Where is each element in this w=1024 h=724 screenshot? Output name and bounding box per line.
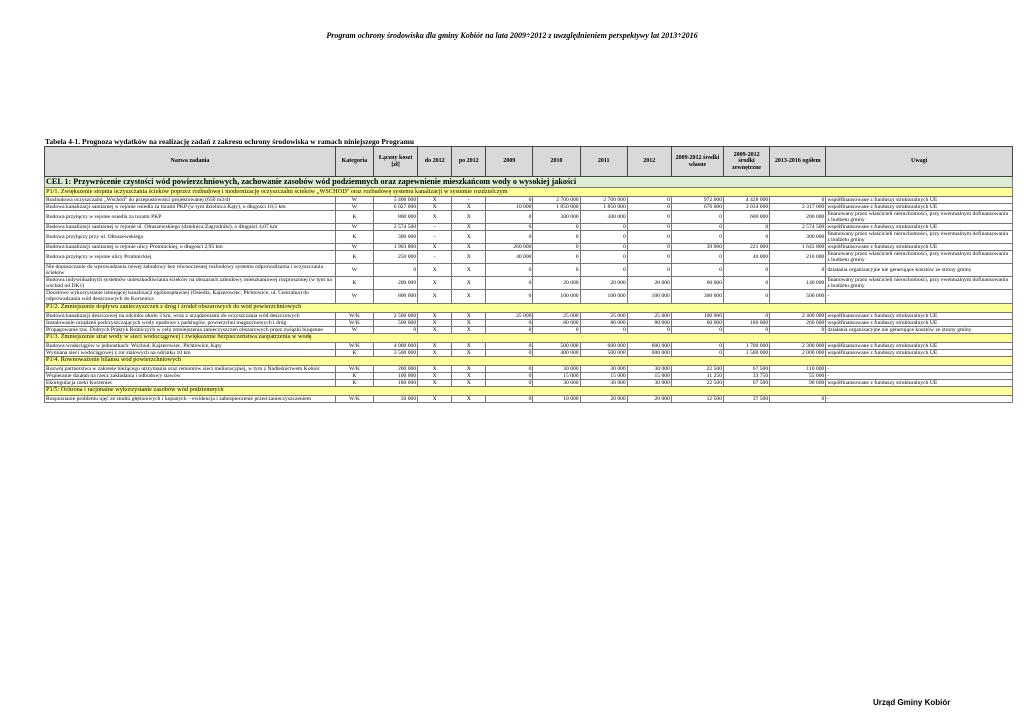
external-funds-cell: 600 000 [724,211,770,224]
total-2013-2016-cell: 500 000 [770,290,826,303]
total-2013-2016-cell: 2 317 000 [770,204,826,211]
table-caption: Tabela 4-1. Prognoza wydatków na realizację zadań z zakresu ochrony środowiska w ramach niniejszego Programu [45,137,415,146]
after-2012-cell: X [452,312,486,319]
own-funds-cell: 22 500 [671,365,723,372]
year-2012-cell: 30 000 [627,379,671,386]
category-cell: K [335,372,373,379]
goal-row [45,177,1013,188]
column-header: Kategoria [335,147,373,177]
year-2009-cell: 25 000 [486,312,533,319]
year-2009-cell: 0 [486,372,533,379]
total-2013-2016-cell: 0 [770,395,826,402]
until-2012-cell: X [418,211,452,224]
after-2012-cell: X [452,319,486,326]
total-cost-cell: 5 400 000 [374,197,418,204]
until-2012-cell: X [418,264,452,277]
category-cell: W [335,326,373,333]
year-2011-cell: 0 [580,224,627,231]
total-cost-cell: 300 000 [374,231,418,244]
total-2013-2016-cell: 90 000 [770,379,826,386]
own-funds-cell: 0 [671,211,723,224]
after-2012-cell: X [452,395,486,402]
after-2012-cell: X [452,244,486,251]
category-cell: W/K [335,342,373,349]
own-funds-cell: 0 [671,326,723,333]
column-header: Uwagi [826,147,1013,177]
year-2012-cell: 80 000 [627,319,671,326]
notes-cell: współfinansowane z funduszy strukturalnych UE [826,224,1013,231]
task-name-cell: Budowa kanalizacji deszczowej na odcinku około 3 km, wraz z urządzeniami do oczyszczania wód deszczowych [45,312,336,319]
subgoal-title: P1/3. Zmniejszenie strat wody w sieci wodociągowej i zwiększenie bezpieczeństwa zaopatrzenia w wodę [45,333,1013,342]
year-2012-cell: 0 [627,326,671,333]
notes-cell: współfinansowane z funduszy strukturalnych UE [826,349,1013,356]
year-2012-cell: 100 000 [627,290,671,303]
after-2012-cell: X [452,342,486,349]
task-name-cell: Wspieranie działań na rzecz zakładania i odbudowy stawów [45,372,336,379]
year-2010-cell: 100 000 [533,290,580,303]
table-row [45,244,1013,251]
total-cost-cell: 0 [374,326,418,333]
column-header: 2009-2012 środki własne [671,147,723,177]
total-cost-cell: 500 000 [374,319,418,326]
year-2009-cell: 0 [486,319,533,326]
year-2011-cell: 300 000 [580,211,627,224]
total-cost-cell: 100 000 [374,372,418,379]
column-header: 2009-2012 środki zewnętrzne [724,147,770,177]
until-2012-cell: X [418,277,452,290]
subgoal-title: P1/2. Zmniejszenie dopływu zanieczyszczeń z dróg i źródeł obszarowych do wód powierzchniowych [45,303,1013,312]
year-2009-cell: 0 [486,342,533,349]
total-2013-2016-cell: 300 000 [770,231,826,244]
total-2013-2016-cell: 2 000 000 [770,349,826,356]
total-cost-cell: 200 000 [374,277,418,290]
year-2010-cell: 0 [533,244,580,251]
external-funds-cell: 0 [724,277,770,290]
table-row [45,395,1013,402]
year-2012-cell: 0 [627,244,671,251]
column-header: 2009 [486,147,533,177]
year-2010-cell: 25 000 [533,312,580,319]
year-2009-cell: 260 000 [486,244,533,251]
own-funds-cell: 676 000 [671,204,723,211]
task-name-cell: Budowa przyłączy przy ul. Ołtuszewskiego [45,231,336,244]
category-cell: W/K [335,312,373,319]
header-row [45,147,1013,177]
table-row [45,365,1013,372]
category-cell: W [335,244,373,251]
external-funds-cell: 1 700 000 [724,342,770,349]
table-row [45,231,1013,244]
total-2013-2016-cell: 140 000 [770,277,826,290]
category-cell: K [335,231,373,244]
after-2012-cell: X [452,365,486,372]
own-funds-cell: 0 [671,349,723,356]
task-name-cell: Budowa przyłączy w rejonie ulicy Promnickiej [45,251,336,264]
year-2012-cell: 0 [627,231,671,244]
year-2011-cell: 30 000 [580,365,627,372]
year-2011-cell: 2 700 000 [580,197,627,204]
category-cell: W [335,204,373,211]
year-2011-cell: 25 000 [580,312,627,319]
year-2012-cell: 0 [627,224,671,231]
notes-cell: działania organizacyjne nie generujące kosztów ze strony gminy [826,264,1013,277]
total-cost-cell: 0 [374,264,418,277]
year-2010-cell: 500 000 [533,342,580,349]
year-2009-cell: 0 [486,326,533,333]
external-funds-cell: 33 750 [724,372,770,379]
until-2012-cell: X [418,244,452,251]
own-funds-cell: 0 [671,231,723,244]
until-2012-cell: X [418,290,452,303]
category-cell: W [335,224,373,231]
task-name-cell: Budowa kanalizacji sanitarnej w rejonie ulicy Promnickiej, o długości 2,95 km [45,244,336,251]
year-2009-cell: 40 000 [486,251,533,264]
task-name-cell: Wymiana sieci wodociągowej z rur stalowych na odcinku 10 km [45,349,336,356]
total-cost-cell: 2 574 500 [374,224,418,231]
subgoal-title: P1/1. Zwiększenie stopnia oczyszczania ścieków poprzez rozbudowę i modernizację oczyszczalni ścieków „WSCHÓD" oraz rozbudowę systemu kanalizacji w systemie rozdzielczym [45,188,1013,197]
year-2011-cell: 0 [580,264,627,277]
notes-cell: współfinansowane z funduszy strukturalnych UE [826,342,1013,349]
year-2010-cell: 300 000 [533,211,580,224]
external-funds-cell: 221 000 [724,244,770,251]
column-header: 2013-2016 ogółem [770,147,826,177]
total-2013-2016-cell: 1 643 800 [770,244,826,251]
year-2011-cell: 20 000 [580,277,627,290]
year-2012-cell: 600 000 [627,342,671,349]
after-2012-cell: X [452,204,486,211]
subgoal-row [45,333,1013,342]
category-cell: W/K [335,395,373,402]
column-header: Nazwa zadania [45,147,336,177]
total-cost-cell: 800 000 [374,290,418,303]
category-cell: W/K [335,319,373,326]
until-2012-cell: X [418,395,452,402]
category-cell: W [335,290,373,303]
task-name-cell: Budowa przyłączy w rejonie osiedla za torami PKP [45,211,336,224]
notes-cell: współfinansowane z funduszy strukturalnych UE [826,312,1013,319]
own-funds-cell: 22 500 [671,379,723,386]
year-2009-cell: 0 [486,379,533,386]
year-2012-cell: 0 [627,251,671,264]
after-2012-cell: X [452,326,486,333]
external-funds-cell: 37 500 [724,395,770,402]
year-2011-cell: 100 000 [580,290,627,303]
subgoal-row [45,303,1013,312]
total-cost-cell: 180 000 [374,379,418,386]
notes-cell: finanowany przez właścicieli nieruchomości, przy ewentualnym dofinansowaniu z budżetu gminy [826,211,1013,224]
notes-cell: finanowany przez właścicieli nieruchomości, przy ewentualnym dofinansowaniu z budżetu gminy [826,231,1013,244]
external-funds-cell: 0 [724,290,770,303]
until-2012-cell: X [418,349,452,356]
own-funds-cell: 0 [671,251,723,264]
after-2012-cell: X [452,264,486,277]
year-2012-cell: 0 [627,197,671,204]
year-2009-cell: 10 000 [486,204,533,211]
external-funds-cell: 0 [724,326,770,333]
year-2011-cell: 1 850 000 [580,204,627,211]
year-2009-cell: 0 [486,349,533,356]
notes-cell: współfinansowane z funduszy strukturalnych UE [826,204,1013,211]
category-cell: K [335,349,373,356]
year-2009-cell: 0 [486,224,533,231]
table-row [45,204,1013,211]
year-2012-cell: 30 000 [627,365,671,372]
total-2013-2016-cell: 2 574 500 [770,224,826,231]
year-2010-cell: 0 [533,264,580,277]
until-2012-cell: X [418,342,452,349]
year-2010-cell: 2 700 000 [533,197,580,204]
notes-cell: finanowany przez właścicieli nieruchomości, przy ewentualnym dofinansowaniu z budżetu gminy [826,251,1013,264]
table-row [45,264,1013,277]
year-2011-cell: 600 000 [580,342,627,349]
page-header: Program ochrony środowiska dla gminy Kobiór na lata 2009÷2012 z uwzględnieniem perspektywy lat 2013÷2016 [326,31,698,40]
column-header: 2012 [627,147,671,177]
total-cost-cell: 200 000 [374,365,418,372]
year-2010-cell: 80 000 [533,319,580,326]
after-2012-cell: X [452,211,486,224]
total-2013-2016-cell: 260 000 [770,319,826,326]
own-funds-cell: 100 000 [671,312,723,319]
table-row [45,277,1013,290]
column-header: 2010 [533,147,580,177]
external-funds-cell: 67 500 [724,365,770,372]
year-2011-cell: 0 [580,251,627,264]
total-2013-2016-cell: 0 [770,264,826,277]
after-2012-cell: X [452,290,486,303]
table-row [45,211,1013,224]
year-2011-cell: 500 000 [580,349,627,356]
year-2011-cell: 20 000 [580,395,627,402]
subgoal-row [45,188,1013,197]
total-2013-2016-cell: 0 [770,197,826,204]
external-funds-cell: 0 [724,224,770,231]
external-funds-cell: 180 000 [724,319,770,326]
category-cell: K [335,379,373,386]
year-2011-cell: 80 000 [580,319,627,326]
own-funds-cell: 0 [671,224,723,231]
total-cost-cell: 4 000 000 [374,342,418,349]
subgoal-row [45,356,1013,365]
year-2009-cell: 0 [486,231,533,244]
table-row [45,372,1013,379]
year-2010-cell: 0 [533,251,580,264]
external-funds-cell: 0 [724,312,770,319]
total-2013-2016-cell: 110 000 [770,365,826,372]
own-funds-cell: 0 [671,342,723,349]
year-2010-cell: 10 000 [533,395,580,402]
own-funds-cell: 12 500 [671,395,723,402]
after-2012-cell: X [452,231,486,244]
table-row [45,349,1013,356]
notes-cell: współfinansowane z funduszy strukturalnych UE [826,379,1013,386]
table-row [45,379,1013,386]
year-2011-cell: 0 [580,326,627,333]
after-2012-cell: X [452,372,486,379]
until-2012-cell: X [418,372,452,379]
notes-cell: współfinansowane z funduszy strukturalnych UE [826,197,1013,204]
year-2012-cell: 600 000 [627,349,671,356]
total-cost-cell: 1 903 800 [374,244,418,251]
column-header: Łączny koszt [zł] [374,147,418,177]
own-funds-cell: 11 250 [671,372,723,379]
notes-cell: działania organizacyjne nie generujące kosztów ze strony gminy [826,326,1013,333]
year-2012-cell: 25 000 [627,312,671,319]
total-cost-cell: 250 000 [374,251,418,264]
own-funds-cell: 300 000 [671,290,723,303]
year-2009-cell: 0 [486,211,533,224]
year-2010-cell: 0 [533,231,580,244]
total-cost-cell: 50 000 [374,395,418,402]
table-header [45,147,1013,177]
after-2012-cell: - [452,197,486,204]
task-name-cell: Rozpoznanie problemu ujęć ze studni głębinowych i kopanych – ewidencja i zabezpieczenie przed zanieczyszczeniem [45,395,336,402]
year-2010-cell: 0 [533,326,580,333]
column-header: po 2012 [452,147,486,177]
total-cost-cell: 3 500 000 [374,349,418,356]
task-name-cell: Budowa indywidualnych systemów unieszkodliwiania ścieków na obszarach zabudowy mieszkaniowej rozproszonej (w tym na wschód od DK1) [45,277,336,290]
expenditure-table [44,146,1013,403]
total-2013-2016-cell: 2 300 000 [770,342,826,349]
task-name-cell: Rozwój partnerstwa w zakresie bieżącego utrzymania oraz remontów sieci melioracyjnej, w tym z Nadleśnictwem Kobiór [45,365,336,372]
until-2012-cell: - [418,231,452,244]
task-name-cell: Budowa kanalizacji sanitarnej w rejonie osiedla za torami PKP (w tym dzielnica Kąty), o długości 10,5 km [45,204,336,211]
after-2012-cell: X [452,251,486,264]
year-2009-cell: 0 [486,290,533,303]
subgoal-row [45,386,1013,395]
total-cost-cell: 2 500 000 [374,312,418,319]
task-name-cell: Nie dopuszczanie do wprowadzania nowej zabudowy bez równoczesnej rozbudowy systemu odprowadzania i oczyszczania ścieków [45,264,336,277]
external-funds-cell: 67 500 [724,379,770,386]
total-2013-2016-cell: 2 400 000 [770,312,826,319]
task-name-cell: Ekoregulacja rzeki Korzeniec [45,379,336,386]
table-row [45,342,1013,349]
column-header: do 2012 [418,147,452,177]
until-2012-cell: X [418,204,452,211]
after-2012-cell: X [452,379,486,386]
table-row [45,312,1013,319]
own-funds-cell: 0 [671,264,723,277]
category-cell: W [335,197,373,204]
year-2012-cell: 0 [627,204,671,211]
until-2012-cell: X [418,312,452,319]
notes-cell: - [826,395,1013,402]
own-funds-cell: 60 000 [671,319,723,326]
year-2010-cell: 30 000 [533,365,580,372]
task-name-cell: Instalowanie urządzeń podczyszczających wody opadowe z parkingów, powierzchni magazynowych i dróg [45,319,336,326]
year-2010-cell: 1 850 000 [533,204,580,211]
year-2010-cell: 400 000 [533,349,580,356]
table-row [45,224,1013,231]
total-2013-2016-cell: 200 000 [770,211,826,224]
total-2013-2016-cell: 210 000 [770,251,826,264]
external-funds-cell: 0 [724,264,770,277]
after-2012-cell: X [452,224,486,231]
year-2009-cell: 0 [486,365,533,372]
subgoal-title: P1/5: Ochrona i racjonalne wykorzystanie zasobów wód podziemnych [45,386,1013,395]
category-cell: W/K [335,365,373,372]
until-2012-cell: X [418,365,452,372]
own-funds-cell: 60 000 [671,277,723,290]
year-2009-cell: 0 [486,395,533,402]
table-row [45,197,1013,204]
external-funds-cell: 0 [724,231,770,244]
category-cell: W [335,264,373,277]
year-2011-cell: 0 [580,231,627,244]
own-funds-cell: 39 000 [671,244,723,251]
year-2010-cell: 15 000 [533,372,580,379]
external-funds-cell: 1 500 000 [724,349,770,356]
goal-title: CEL 1: Przywrócenie czystości wód powierzchniowych, zachowanie zasobów wód podziemnych oraz zapewnienie mieszkańcom wody o wysokiej jakości [45,177,1013,188]
total-2013-2016-cell: 55 000 [770,372,826,379]
notes-cell: współfinansowane z funduszy strukturalnych UE [826,244,1013,251]
year-2010-cell: 0 [533,224,580,231]
notes-cell: - [826,365,1013,372]
year-2009-cell: 0 [486,277,533,290]
page-footer: Urząd Gminy Kobiór [873,698,951,707]
category-cell: K [335,251,373,264]
subgoal-title: P1/4. Równoważenie bilansu wód powierzchniowych [45,356,1013,365]
notes-cell: finanowany przez właścicieli nieruchomości, przy ewentualnym dofinansowaniu z budżetu gminy [826,277,1013,290]
year-2009-cell: 0 [486,264,533,277]
table-row [45,326,1013,333]
notes-cell: - [826,290,1013,303]
task-name-cell: Budowa wodociągów w jednostkach: Wschód, Kajzerowiec, Płchtowice, Kąty [45,342,336,349]
year-2012-cell: 0 [627,211,671,224]
until-2012-cell: X [418,319,452,326]
table-row [45,319,1013,326]
category-cell: K [335,277,373,290]
until-2012-cell: - [418,224,452,231]
total-cost-cell: 800 000 [374,211,418,224]
task-name-cell: Propagowanie tzw. Dobrych Praktyk Rolniczych w celu zmniejszenia zanieczyszczeń obszarowych przez związki biogenne [45,326,336,333]
year-2010-cell: 20 000 [533,277,580,290]
until-2012-cell: X [418,197,452,204]
until-2012-cell: - [418,251,452,264]
year-2012-cell: 20 000 [627,277,671,290]
external-funds-cell: 40 000 [724,251,770,264]
until-2012-cell: X [418,326,452,333]
after-2012-cell: X [452,277,486,290]
year-2012-cell: 15 000 [627,372,671,379]
task-name-cell: Docelowe wykorzystanie istniejącej kanalizacji ogólnospławnej (Osiedla, Kajzerowiec, Płchtowice, ul. Centralna) do odprowadzania wód deszczowych do Korzenica [45,290,336,303]
task-name-cell: Rozbudowa oczyszczalni „Wschód" do przepustowości projektowanej (650 m3/d) [45,197,336,204]
until-2012-cell: X [418,379,452,386]
year-2009-cell: 0 [486,197,533,204]
year-2011-cell: 15 000 [580,372,627,379]
category-cell: K [335,211,373,224]
table-row [45,251,1013,264]
year-2011-cell: 0 [580,244,627,251]
notes-cell: - [826,372,1013,379]
notes-cell: współfinansowane z funduszy strukturalnych UE [826,319,1013,326]
year-2011-cell: 30 000 [580,379,627,386]
after-2012-cell: X [452,349,486,356]
year-2010-cell: 30 000 [533,379,580,386]
year-2012-cell: 0 [627,264,671,277]
own-funds-cell: 972 000 [671,197,723,204]
total-cost-cell: 6 027 000 [374,204,418,211]
total-2013-2016-cell: 0 [770,326,826,333]
external-funds-cell: 4 428 000 [724,197,770,204]
external-funds-cell: 3 034 000 [724,204,770,211]
task-name-cell: Budowa kanalizacji sanitarnej w rejonie ul. Ołtuszewskiego (dzielnica Zagrodniki), o długości 4,07 km [45,224,336,231]
table-body [45,177,1013,403]
year-2012-cell: 20 000 [627,395,671,402]
column-header: 2011 [580,147,627,177]
table-row [45,290,1013,303]
